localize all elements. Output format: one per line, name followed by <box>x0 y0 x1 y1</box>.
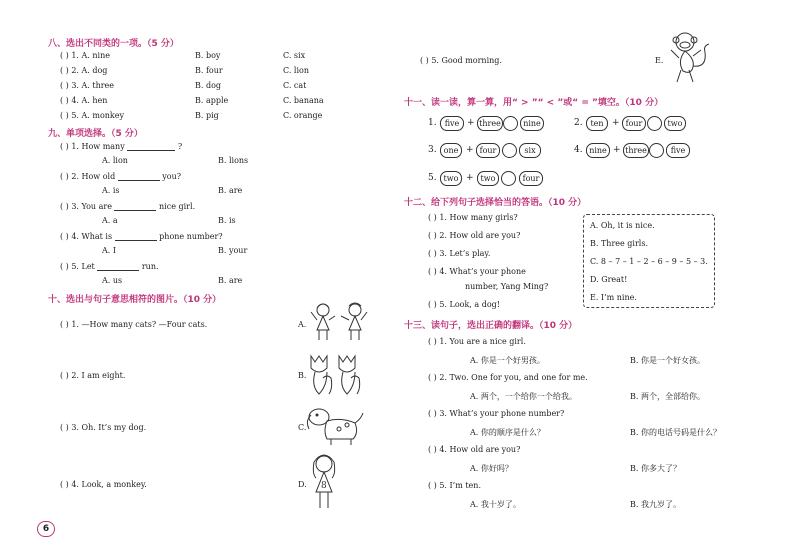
s13-q5-b: B. 我九岁了。 <box>630 500 681 509</box>
s8-q4-c: C. banana <box>283 96 324 105</box>
section-13-title: 十三、读句子，选出正确的翻译。（10 分） <box>404 321 578 331</box>
compare-circle[interactable] <box>649 143 664 158</box>
s9-q4-text: ( ) 4. What is <box>60 232 113 241</box>
four-cats-image <box>305 350 365 400</box>
s10-q2: ( ) 2. I am eight. <box>60 371 126 380</box>
s13-q2-a: A. 两个，一个给你一个给我。 <box>470 392 577 401</box>
s11-5-r: four <box>519 171 543 186</box>
s8-q2: ( ) 2. A. dog <box>60 66 108 75</box>
s13-q1-b: B. 你是一个好女孩。 <box>630 356 705 365</box>
s11-4-a: nine <box>586 143 610 158</box>
s9-q2-a: A. is <box>102 186 120 195</box>
s12-ans-b: B. Three girls. <box>590 239 648 248</box>
s13-q3-a: A. 你的顺序是什么？ <box>470 428 545 437</box>
compare-circle[interactable] <box>503 116 518 131</box>
s9-q4-a: A. I <box>102 246 117 255</box>
s8-q5-c: C. orange <box>283 111 323 120</box>
s10-opt-c: C. <box>298 423 307 432</box>
plus-sign: + <box>467 118 475 128</box>
monkey-image <box>665 30 713 88</box>
s9-q4-tail: phone number? <box>159 232 223 241</box>
s10-opt-a: A. <box>298 320 307 329</box>
plus-sign: + <box>466 145 474 155</box>
s8-q5: ( ) 5. A. monkey <box>60 111 125 120</box>
answer-blank[interactable] <box>118 171 160 181</box>
s10-opt-b: B. <box>298 371 307 380</box>
s8-q3-c: C. cat <box>283 81 307 90</box>
s10-q3: ( ) 3. Oh. It’s my dog. <box>60 423 147 432</box>
section-12-title: 十二、给下列句子选择恰当的答语。（10 分） <box>404 198 587 208</box>
s12-q4-cont: number, Yang Ming? <box>465 282 549 291</box>
s9-q3-tail: nice girl. <box>159 202 196 211</box>
s13-q2-b: B. 两个，全部给你。 <box>630 392 705 401</box>
s9-q1-tail: ? <box>177 142 183 151</box>
s9-q4-b: B. your <box>218 246 248 255</box>
s8-q4-b: B. apple <box>195 96 229 105</box>
s12-q1: ( ) 1. How many girls? <box>428 213 518 222</box>
s12-ans-a: A. Oh, it is nice. <box>590 221 655 230</box>
s12-q3: ( ) 3. Let’s play. <box>428 249 491 258</box>
s13-q3-b: B. 你的电话号码是什么？ <box>630 428 721 437</box>
s13-q3: ( ) 3. What’s your phone number? <box>428 409 565 418</box>
s12-q5: ( ) 5. Look, a dog! <box>428 300 500 309</box>
s9-q3-a: A. a <box>102 216 118 225</box>
s12-q4: ( ) 4. What’s your phone <box>428 267 526 276</box>
s12-ans-c: C. 8 – 7 – 1 – 2 – 6 – 9 – 5 – 3. <box>590 257 708 266</box>
s13-q5-a: A. 我十岁了。 <box>470 500 521 509</box>
page-number: 6 <box>37 521 55 537</box>
answer-blank[interactable] <box>114 201 156 211</box>
s11-n3: 3. <box>428 145 437 155</box>
compare-circle[interactable] <box>502 143 517 158</box>
two-girls-image <box>305 300 375 348</box>
compare-circle[interactable] <box>501 171 516 186</box>
s10-q5: ( ) 5. Good morning. <box>420 56 502 65</box>
s12-ans-d: D. Great! <box>590 275 628 284</box>
dog-image <box>305 405 365 447</box>
compare-circle[interactable] <box>647 116 662 131</box>
s11-1-b: three <box>477 116 503 131</box>
s9-q3-text: ( ) 3. You are <box>60 202 112 211</box>
s9-q5-text: ( ) 5. Let <box>60 262 95 271</box>
s13-q4: ( ) 4. How old are you? <box>428 445 521 454</box>
section-8-title: 八、选出不同类的一项。（5 分） <box>48 39 179 49</box>
plus-sign: + <box>612 118 620 128</box>
s9-q2-b: B. are <box>218 186 243 195</box>
answer-blank[interactable] <box>127 141 175 151</box>
s9-q1-b: B. lions <box>218 156 249 165</box>
s12-q2: ( ) 2. How old are you? <box>428 231 521 240</box>
s9-q4 <box>60 231 223 241</box>
section-11-title: 十一、读一读，算一算，用“ > ”“ < ”或“ = ”填空。（10 分） <box>404 98 664 108</box>
s9-q2-tail: you? <box>162 172 182 181</box>
s11-n4: 4. <box>574 145 583 155</box>
s11-5-a: two <box>440 171 462 186</box>
s11-3-b: four <box>476 143 500 158</box>
s8-q1-b: B. boy <box>195 51 221 60</box>
s11-5-b: two <box>477 171 499 186</box>
s13-q1-a: A. 你是一个好男孩。 <box>470 356 545 365</box>
s11-1-r: nine <box>520 116 544 131</box>
girl-eight-image <box>306 452 342 514</box>
s8-q2-b: B. four <box>195 66 223 75</box>
s9-q1-text: ( ) 1. How many <box>60 142 125 151</box>
s13-q4-a: A. 你好吗？ <box>470 464 513 473</box>
s8-q4: ( ) 4. A. hen <box>60 96 108 105</box>
s11-2-b: four <box>622 116 646 131</box>
s9-q2-text: ( ) 2. How old <box>60 172 116 181</box>
s9-q1-a: A. lion <box>102 156 128 165</box>
s8-q2-c: C. lion <box>283 66 310 75</box>
answer-blank[interactable] <box>97 261 139 271</box>
svg-text:8: 8 <box>321 481 327 491</box>
section-10-title: 十、选出与句子意思相符的图片。（10 分） <box>48 295 222 305</box>
s8-q1-c: C. six <box>283 51 306 60</box>
s9-q1 <box>60 141 182 151</box>
s8-q5-b: B. pig <box>195 111 219 120</box>
s11-n2: 2. <box>574 118 583 128</box>
s11-n1: 1. <box>428 118 437 128</box>
s10-q4: ( ) 4. Look, a monkey. <box>60 480 147 489</box>
s8-q3: ( ) 3. A. three <box>60 81 115 90</box>
s9-q5-a: A. us <box>102 276 123 285</box>
s9-q5-tail: run. <box>141 262 159 271</box>
section-9-title: 九、单项选择。（5 分） <box>48 129 143 139</box>
s9-q3 <box>60 201 195 211</box>
s11-2-r: two <box>664 116 686 131</box>
s11-1-a: five <box>440 116 464 131</box>
s11-3-a: one <box>440 143 462 158</box>
s9-q3-b: B. is <box>218 216 236 225</box>
s13-q2: ( ) 2. Two. One for you, and one for me. <box>428 373 588 382</box>
s10-opt-e: E. <box>655 56 664 65</box>
plus-sign: + <box>613 145 621 155</box>
s13-q5: ( ) 5. I’m ten. <box>428 481 481 490</box>
s11-4-r: five <box>666 143 690 158</box>
s9-q2 <box>60 171 181 181</box>
plus-sign: + <box>466 173 474 183</box>
s9-q5-b: B. are <box>218 276 243 285</box>
s11-2-a: ten <box>586 116 608 131</box>
s11-4-b: three <box>623 143 649 158</box>
s10-q1: ( ) 1. —How many cats? —Four cats. <box>60 320 208 329</box>
s13-q1: ( ) 1. You are a nice girl. <box>428 337 526 346</box>
s13-q4-b: B. 你多大了？ <box>630 464 681 473</box>
s8-q3-b: B. dog <box>195 81 222 90</box>
s8-q1: ( ) 1. A. nine <box>60 51 110 60</box>
s10-opt-d: D. <box>298 480 307 489</box>
s12-ans-e: E. I’m nine. <box>590 293 637 302</box>
s11-3-r: six <box>519 143 541 158</box>
answer-blank[interactable] <box>115 231 157 241</box>
s11-n5: 5. <box>428 173 437 183</box>
s9-q5 <box>60 261 159 271</box>
